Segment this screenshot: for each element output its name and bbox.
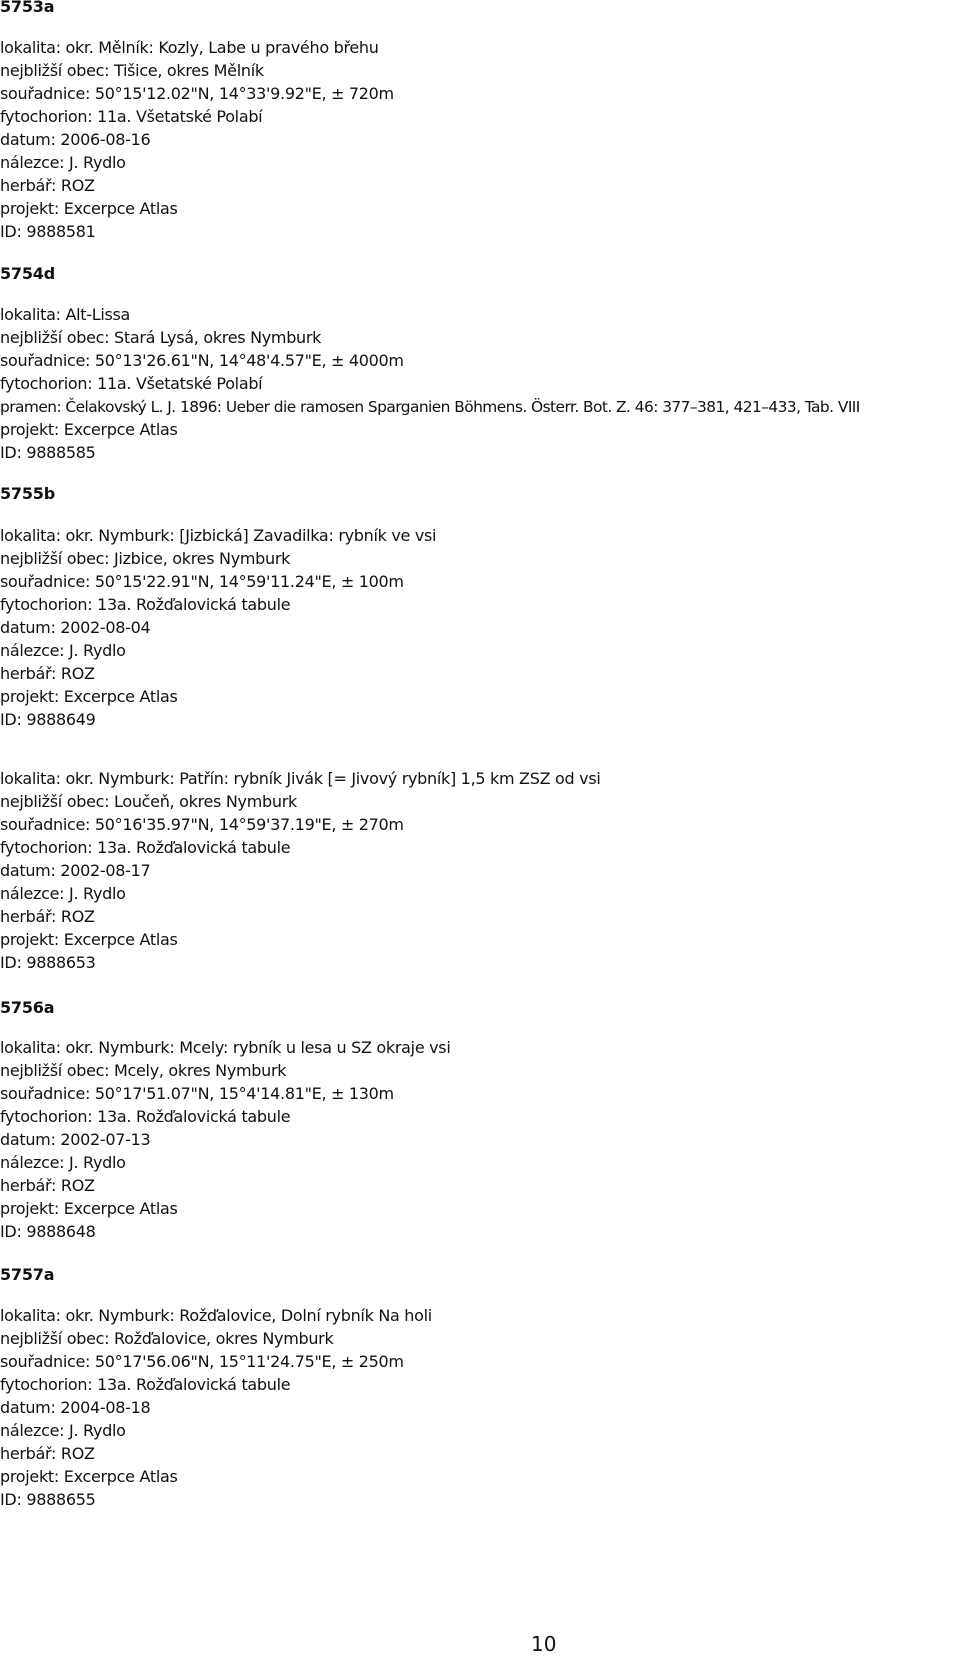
record-line: fytochorion: 13a. Rožďalovická tabule [0,838,291,857]
record-line: ID: 9888653 [0,953,96,972]
record-line: lokalita: okr. Nymburk: Mcely: rybník u lesa u SZ okraje vsi [0,1038,451,1057]
record-line: ID: 9888649 [0,710,96,729]
section-heading: 5755b [0,484,55,503]
record-line: lokalita: okr. Nymburk: Patřín: rybník Jivák [= Jivový rybník] 1,5 km ZSZ od vsi [0,769,601,788]
record-line: ID: 9888581 [0,222,96,241]
section-heading: 5756a [0,998,55,1017]
record-line: fytochorion: 13a. Rožďalovická tabule [0,1107,291,1126]
record-line: projekt: Excerpce Atlas [0,1199,178,1218]
record-line: pramen: Čelakovský L. J. 1896: Ueber die ramosen Sparganien Böhmens. Österr. Bot. Z. 46: 377–381, 421–433, Tab. VIII [0,398,860,416]
record-line: herbář: ROZ [0,1176,95,1195]
section-heading: 5757a [0,1265,55,1284]
record-line: souřadnice: 50°15'12.02"N, 14°33'9.92"E, ± 720m [0,84,394,103]
record-line: nejbližší obec: Mcely, okres Nymburk [0,1061,287,1080]
record-line: datum: 2006-08-16 [0,130,151,149]
record-line: datum: 2002-07-13 [0,1130,151,1149]
record-line: projekt: Excerpce Atlas [0,1467,178,1486]
record-line: projekt: Excerpce Atlas [0,930,178,949]
record-line: herbář: ROZ [0,664,95,683]
record-line: herbář: ROZ [0,907,95,926]
record-line: ID: 9888585 [0,443,96,462]
record-line: lokalita: Alt-Lissa [0,305,131,324]
record-line: fytochorion: 11a. Všetatské Polabí [0,374,263,393]
record-line: souřadnice: 50°16'35.97"N, 14°59'37.19"E, ± 270m [0,815,404,834]
record-line: nejbližší obec: Rožďalovice, okres Nymburk [0,1329,334,1348]
record-line: datum: 2002-08-17 [0,861,151,880]
record-line: souřadnice: 50°17'56.06"N, 15°11'24.75"E, ± 250m [0,1352,404,1371]
record-line: ID: 9888648 [0,1222,96,1241]
section-heading: 5753a [0,0,55,16]
record-line: souřadnice: 50°13'26.61"N, 14°48'4.57"E, ± 4000m [0,351,404,370]
page-number: 10 [531,1632,557,1656]
record-line: fytochorion: 13a. Rožďalovická tabule [0,595,291,614]
record-line: datum: 2002-08-04 [0,618,151,637]
record-line: datum: 2004-08-18 [0,1398,151,1417]
record-line: nejbližší obec: Tišice, okres Mělník [0,61,264,80]
record-line: projekt: Excerpce Atlas [0,687,178,706]
record-line: lokalita: okr. Mělník: Kozly, Labe u pravého břehu [0,38,379,57]
record-line: nálezce: J. Rydlo [0,1421,126,1440]
record-line: lokalita: okr. Nymburk: Rožďalovice, Dolní rybník Na holi [0,1306,432,1325]
record-line: nejbližší obec: Loučeň, okres Nymburk [0,792,297,811]
record-line: nálezce: J. Rydlo [0,1153,126,1172]
record-line: souřadnice: 50°15'22.91"N, 14°59'11.24"E, ± 100m [0,572,404,591]
record-line: nálezce: J. Rydlo [0,641,126,660]
record-line: lokalita: okr. Nymburk: [Jizbická] Zavadilka: rybník ve vsi [0,526,437,545]
record-line: fytochorion: 13a. Rožďalovická tabule [0,1375,291,1394]
record-line: nejbližší obec: Jizbice, okres Nymburk [0,549,291,568]
record-line: fytochorion: 11a. Všetatské Polabí [0,107,263,126]
record-line: nálezce: J. Rydlo [0,884,126,903]
record-line: projekt: Excerpce Atlas [0,420,178,439]
record-line: souřadnice: 50°17'51.07"N, 15°4'14.81"E, ± 130m [0,1084,394,1103]
record-line: nálezce: J. Rydlo [0,153,126,172]
record-line: herbář: ROZ [0,176,95,195]
record-line: nejbližší obec: Stará Lysá, okres Nymburk [0,328,322,347]
record-line: herbář: ROZ [0,1444,95,1463]
section-heading: 5754d [0,264,55,283]
record-line: projekt: Excerpce Atlas [0,199,178,218]
record-line: ID: 9888655 [0,1490,96,1509]
